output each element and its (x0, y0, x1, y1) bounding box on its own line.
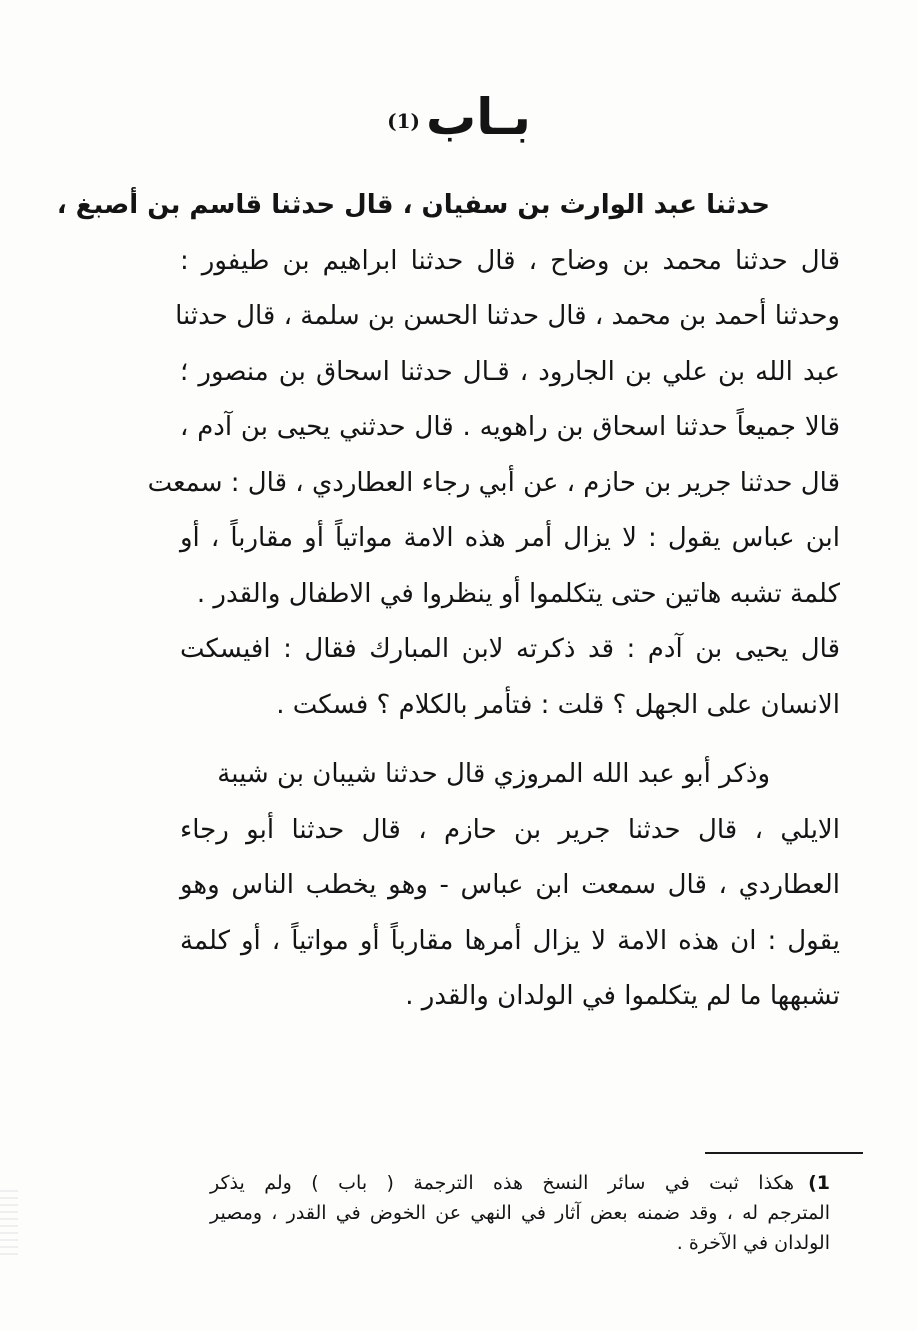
main-text (56, 178, 840, 1025)
text-line: الانسان على الجهل ؟ قلت : فتأمر بالكلام ؟ فسكت . (276, 689, 840, 720)
chapter-title: بـاب (425, 88, 531, 146)
footnote-divider (705, 1152, 863, 1154)
text-line: ابن عباس يقول : لا يزال أمر هذه الامة مواتياً أو مقارباً ، أو (180, 523, 840, 553)
paragraph-gap (180, 733, 840, 747)
text-line: العطاردي ، قال سمعت ابن عباس - وهو يخطب الناس وهو (180, 870, 840, 900)
footnote-marker: (1) (387, 108, 420, 133)
text-line: قال حدثنا محمد بن وضاح ، قال حدثنا ابراهيم بن طيفور : (180, 245, 840, 276)
text-line: قال حدثنا جرير بن حازم ، عن أبي رجاء العطاردي ، قال : سمعت (147, 467, 840, 498)
footnote-line (210, 1168, 830, 1198)
scan-artifact (0, 1190, 18, 1260)
text-line: الايلي ، قال حدثنا جرير بن حازم ، قال حدثنا أبو رجاء (180, 814, 840, 845)
text-line: وحدثنا أحمد بن محمد ، قال حدثنا الحسن بن سلمة ، قال حدثنا (175, 301, 840, 331)
footnote (210, 1168, 830, 1258)
text-line: حدثنا عبد الوارث بن سفيان ، قال حدثنا قاسم بن أصبغ ، (56, 190, 770, 220)
footnote-number: 1) (808, 1172, 830, 1194)
text-line: كلمة تشبه هاتين حتى يتكلموا أو ينظروا في الاطفال والقدر . (196, 578, 840, 609)
chapter-heading (0, 88, 918, 146)
text-line: قالا جميعاً حدثنا اسحاق بن راهويه . قال حدثني يحيى بن آدم ، (180, 412, 840, 442)
footnote-text: هكذا ثبت في سائر النسخ هذه الترجمة ( باب ) ولم يذكر (210, 1172, 795, 1194)
text-line: عبد الله بن علي بن الجارود ، قـال حدثنا اسحاق بن منصور ؛ (180, 356, 840, 387)
text-line: يقول : ان هذه الامة لا يزال أمرها مقارباً أو مواتياً ، أو كلمة (180, 925, 840, 956)
text-line: تشبهها ما لم يتكلموا في الولدان والقدر . (405, 981, 840, 1011)
footnote-line: الولدان في الآخرة . (676, 1232, 830, 1254)
text-line: قال يحيى بن آدم : قد ذكرته لابن المبارك فقال : افيسكت (180, 634, 840, 664)
footnote-line: المترجم له ، وقد ضمنه بعض آثار في النهي عن الخوض في القدر ، ومصير (210, 1202, 830, 1224)
text-line: وذكر أبو عبد الله المروزي قال حدثنا شيبان بن شيبة (217, 759, 770, 789)
